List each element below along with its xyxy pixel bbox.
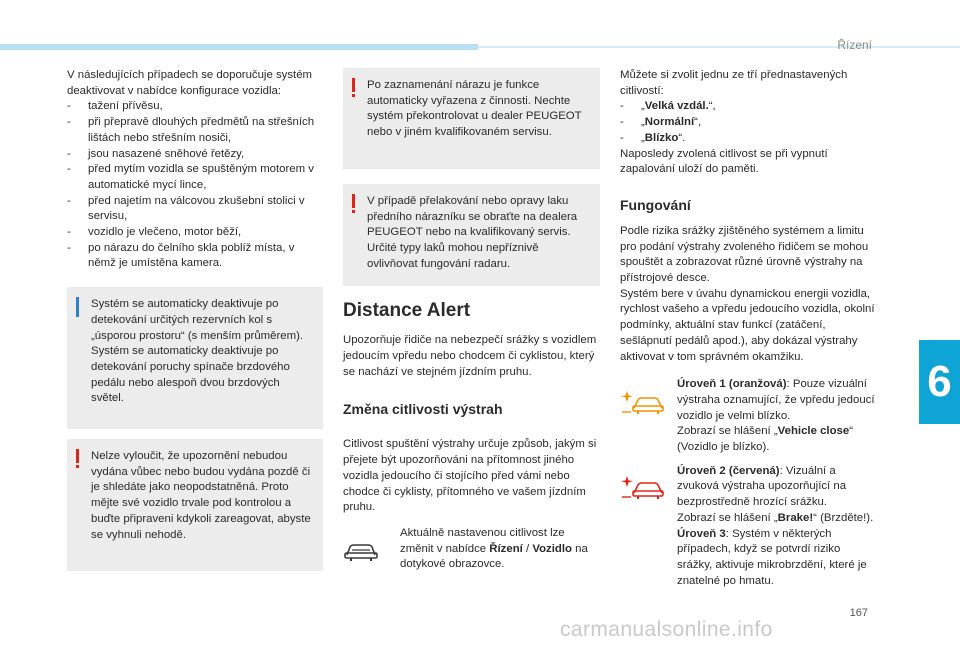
section-title: Řízení (837, 38, 872, 52)
menu-name: Řízení (489, 542, 523, 555)
chapter-tab: 6 (919, 340, 960, 424)
warning-note-paint (343, 184, 600, 287)
header-rule (478, 46, 960, 48)
warning-note-text: Nelze vyloučit, že upozornění nebudou vydána vůbec nebo budou vydána pozdě či je shledáte jako neopodstatněná. Proto mějte své vozidlo trvale pod kontrolou a buďte připraveni kdykoli zareagovat, abyste se vyhnuli nehodě. (91, 450, 311, 541)
car-settings-icon (343, 540, 379, 562)
list-item: - po nárazu do čelního skla poblíž místa, v němž je umístěna kamera. (67, 241, 323, 272)
level-1-warning-icon (620, 389, 664, 415)
sensitivity-text: Citlivost spuštění výstrahy určuje způsob, jakým si přejete být upozorňováni na přítomnost jiného vozidla jedoucího či stojícího před vámi nebo chodce či cyklisty, přítomného ve vašem jízdním pruhu. (343, 438, 597, 514)
level-1-item (620, 377, 878, 456)
saved-note: Naposledy zvolená citlivost se při vypnutí zapalování uloží do paměti. (620, 147, 828, 176)
list-item: - „Blízko“. (620, 131, 878, 147)
warning-icon (76, 449, 79, 469)
settings-note (343, 526, 600, 573)
distance-alert-title: Distance Alert (343, 300, 471, 322)
list-item: - před najetím na válcovou zkušební stolici v servisu, (67, 194, 323, 225)
list-item: - jsou nasazené sněhové řetězy, (67, 147, 323, 163)
sensitivity-title: Změna citlivosti výstrah (343, 401, 503, 418)
info-note (67, 287, 323, 429)
warning-icon (352, 78, 355, 98)
settings-note-text: Aktuálně nastavenou citlivost lze změnit v nabídce Řízení / Vozidlo na dotykové obrazovce. (400, 526, 588, 571)
warning-note-text: Po zaznamenání nárazu je funkce automaticky vyřazena z činnosti. Nechte systém překontrolovat u dealer PEUGEOT nebo v jiném kvalifikovaném servisu. (367, 79, 582, 139)
warning-note-impact (343, 68, 600, 169)
column-right (620, 68, 878, 589)
info-note-text: Systém se automaticky deaktivuje po detekování určitých rezervních kol s „úsporou prostoru“ (s menším průměrem). Systém se automaticky deaktivuje po detekování poruchy spínače brzdového pedálu nebo alespoň dvou brzdových světel. (91, 298, 304, 405)
list-item: - při přepravě dlouhých předmětů na střešních lištách nebo střešním nosiči, (67, 115, 323, 146)
sensitivity-options (620, 99, 878, 146)
distance-alert-text: Upozorňuje řidiče na nebezpečí srážky s vozidlem jedoucím vpředu nebo chodcem či cyklistou, který se nachází ve stejném jízdním pruhu. (343, 334, 597, 378)
level-1-text: Úroveň 1 (oranžová): Pouze vizuální výstraha oznamující, že vpředu jedoucí vozidlo je velmi blízko. Zobrazí se hlášení „Vehicle close“ (Vozidlo je blízko). (677, 378, 875, 454)
deactivation-intro: V následujících případech se doporučuje systém deaktivovat v nabídce konfigurace vozidla: (67, 69, 313, 97)
warning-note (67, 439, 323, 571)
list-item: - tažení přívěsu, (67, 99, 323, 115)
operation-text-2: Systém bere v úvahu dynamickou energii vozidla, rychlost vašeho a vpředu jedoucího vozidla, okolní podmínky, aktuální stav funkcí (zatáčení, sešlápnutí pedálů apod.), aby dokázal výstrahy aktivovat v tom správném okamžiku. (620, 287, 875, 363)
deactivation-list (67, 99, 323, 272)
watermark: carmanualsonline.info (560, 618, 773, 641)
list-item: - vozidlo je vlečeno, motor běží, (67, 225, 323, 241)
column-left (67, 68, 323, 571)
level-2-warning-icon (620, 474, 664, 500)
info-icon (76, 297, 79, 317)
operation-text-1: Podle rizika srážky zjištěného systémem a limitu pro podání výstrahy zvoleného řidičem se mohou spouštět a zobrazovat různé úrovně výstrahy na přístrojové desce. (620, 224, 869, 285)
list-item: - „Velká vzdál.“, (620, 99, 878, 115)
column-middle (343, 68, 600, 573)
level-2-item (620, 464, 878, 590)
submenu-name: Vozidlo (532, 542, 572, 555)
operation-title: Fungování (620, 196, 691, 213)
warning-icon (352, 194, 355, 214)
level-2-text: Úroveň 2 (červená): Vizuální a zvuková výstraha upozorňující na bezprostředně hrozící srážku. Zobrazí se hlášení „Brake!“ (Brzděte!). Úroveň 3: Systém v některých případech, když se potvrdí riziko srážky, aktivuje mikrobrzdění, které je znatelné po hmatu. (677, 464, 874, 587)
options-intro: Můžete si zvolit jednu ze tří přednastavených citlivostí: (620, 69, 848, 97)
list-item: - „Normální“, (620, 115, 878, 131)
header-bar (0, 44, 478, 50)
list-item: - před mytím vozidla se spuštěným motorem v automatické mycí lince, (67, 162, 323, 193)
page-number: 167 (849, 607, 868, 619)
warning-note-text: V případě přelakování nebo opravy laku předního nárazníku se obraťte na dealera PEUGEOT nebo na kvalifikovaný servis. Určité typy laků mohou nepříznivě ovlivňovat fungování radaru. (367, 194, 578, 270)
